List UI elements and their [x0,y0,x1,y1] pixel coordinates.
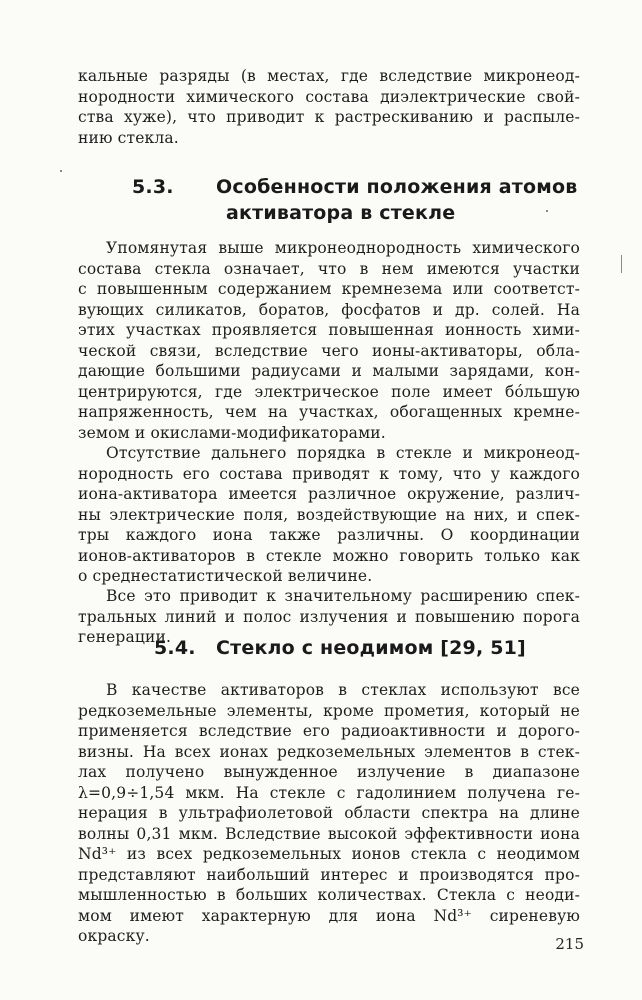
text-line: В качестве активаторов в стеклах используют все [106,681,580,699]
text-line: нерация в ультрафиолетовой области спектра на длине [78,804,580,822]
text-line: волны 0,31 мкм. Вследствие высокой эффективности иона [78,824,580,843]
text-line: земом и окислами-модификаторами. [78,423,386,442]
text-line: λ=0,9÷1,54 мкм. На стекле с гадолинием получена ге- [78,783,580,802]
text-line: мышленностью в больших количествах. Стекла с неоди- [78,886,580,904]
scan-mark [60,170,62,172]
text-line: этих участках проявляется повышенная ионность хими- [78,321,580,339]
text-line: ионов-активаторов в стекле можно говорить только как [78,546,580,565]
text-line: окраску. [78,927,150,945]
text-line: о среднестатистической величине. [78,567,373,585]
text-line: нородности химического состава диэлектрические свой- [78,87,580,106]
text-line: кальные разряды (в местах, где вследствие микронеод- [78,67,580,85]
text-line: мом имеют характерную для иона Nd³⁺ сиреневую [78,906,580,925]
text-line: нородность его состава приводят к тому, что у каждого [78,464,580,483]
section-title: Особенности положения атомов [216,176,578,198]
text-line: иона-активатора имеется различное окружение, различ- [78,485,580,503]
text-line: Nd³⁺ из всех редкоземельных ионов стекла с неодимом [78,845,580,863]
text-line: применяется вследствие его радиоактивности и дорого- [78,722,580,740]
text-line: тры каждого иона также различны. О координации [78,526,580,544]
text-line: с повышенным содержанием кремнезема или соответст- [78,280,580,298]
section-number: 5.3. [132,176,174,198]
section-title-continued: активатора в стекле [226,202,456,224]
section-title: Стекло с неодимом [29, 51] [216,637,526,659]
text-line: центрируются, где электрическое поле имеет бóльшую [78,382,580,401]
text-line: Все это приводит к значительному расширению спек- [106,587,580,605]
page-number: 215 [555,935,584,953]
text-line: ства хуже), что приводит к растрескиванию и распыле- [78,108,580,126]
section-5-3-paragraph-2 [78,443,580,587]
text-line: нию стекла. [78,128,179,147]
section-5-3-heading-line1 [132,176,577,198]
text-line: представляют наибольший интерес и производятся про- [78,865,580,884]
section-5-3-heading-line2 [226,202,455,224]
scan-mark [546,210,548,212]
text-line: Отсутствие дальнего порядка в стекле и микронеод- [106,444,580,462]
section-number: 5.4. [154,637,196,659]
scan-mark [621,255,622,273]
text-line: состава стекла означает, что в нем имеются участки [78,259,580,278]
text-line: ны электрические поля, воздействующие на них, и спек- [78,505,580,524]
text-line: напряженность, чем на участках, обогащенных кремне- [78,403,580,421]
section-5-4-paragraph [78,680,580,947]
text-line: генерации. [78,628,172,646]
section-5-3-paragraph-1 [78,238,580,443]
text-line: Упомянутая выше микронеоднородность химического [106,239,580,257]
text-line: визны. На всех ионах редкоземельных элементов в стек- [78,742,580,761]
text-line: дающие большими радиусами и малыми зарядами, кон- [78,362,580,380]
text-line: редкоземельные элементы, кроме прометия, который не [78,701,580,720]
text-line: вующих силикатов, боратов, фосфатов и др. солей. На [78,300,580,319]
text-line: тральных линий и полос излучения и повышению порога [78,607,580,626]
text-line: ческой связи, вследствие чего ионы-активаторы, обла- [78,341,580,360]
intro-paragraph [78,66,580,148]
section-5-4-heading [154,637,526,659]
text-line: лах получено вынужденное излучение в диапазоне [78,763,580,781]
